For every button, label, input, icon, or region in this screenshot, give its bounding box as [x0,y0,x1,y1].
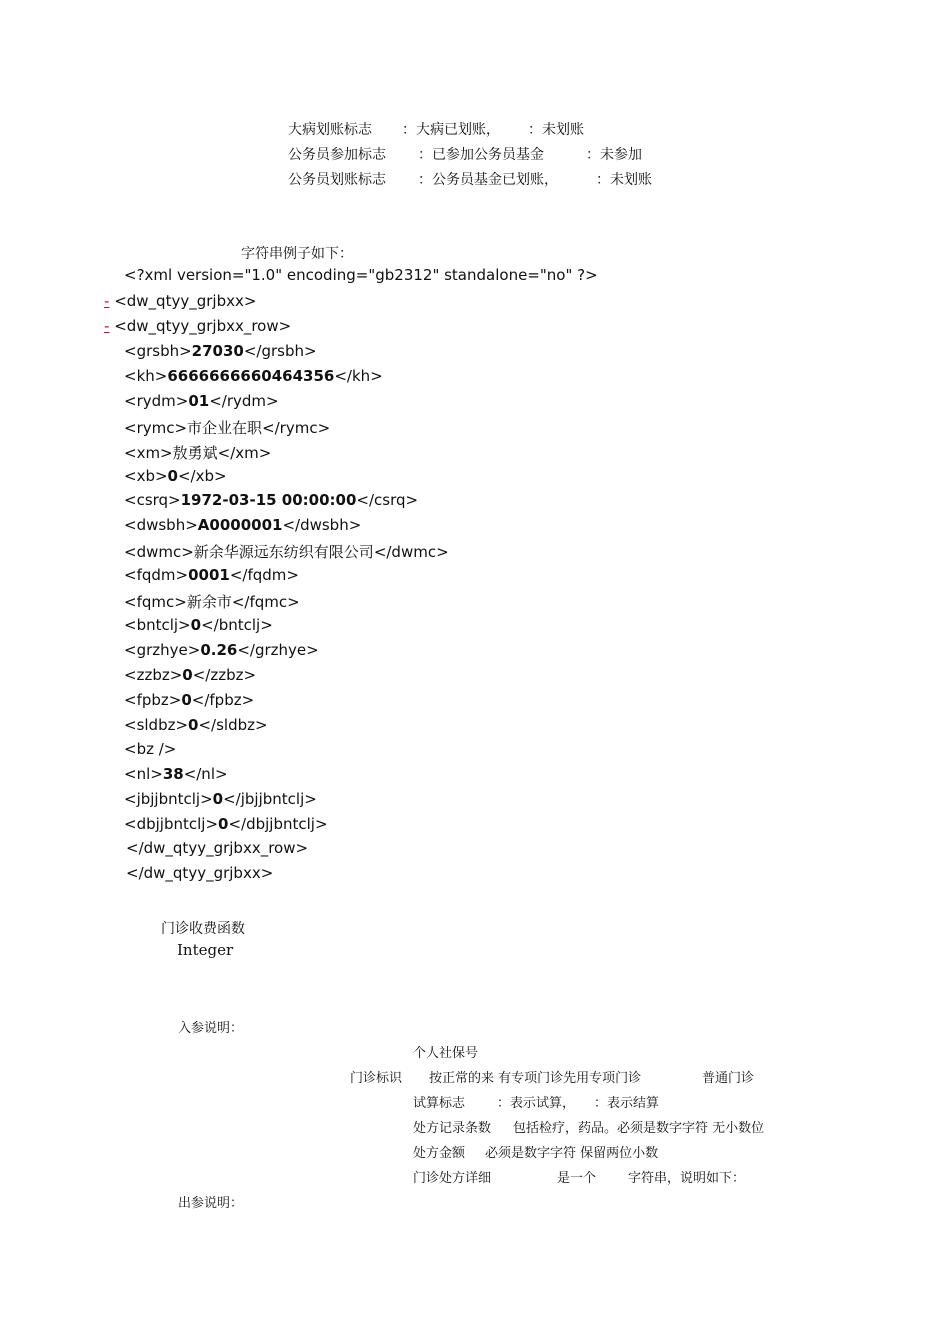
xml-field-line [124,740,176,758]
xml-field-line [124,392,279,410]
xml-field-value: 敖勇斌 [172,443,218,462]
xml-close-tag: </dwsbh> [282,516,362,535]
xml-open-tag: <csrq> [124,491,181,510]
xml-close-tag: </xm> [217,443,272,462]
xml-field-value: 0 [167,466,178,485]
xml-field-line [124,616,273,634]
xml-close-tag: </jbjjbntclj> [223,790,317,809]
xml-field-value: 0 [182,665,193,684]
xml-close-tag: </bntclj> [201,615,273,634]
xml-field-line [124,541,449,562]
xml-field-line [124,641,319,659]
flag-dabing-value: ：大病已划账， [402,122,500,138]
xml-field-line [124,716,268,734]
param-6-desc: 字符串，说明如下： [628,1171,746,1186]
param-3-extra: ：表示结算 [594,1096,660,1111]
xml-row-close: </dw_qtyy_grjbxx_row> [126,839,309,857]
xml-field-value: 1972-03-15 00:00:00 [180,491,357,510]
flag-dabing-name: 大病划账标志 [288,122,372,138]
flag-dabing-value2: ：未划账 [528,122,584,138]
xml-field-value: 新余市 [186,593,232,611]
xml-close-tag: </rydm> [209,391,279,410]
xml-open-tag: <bntclj> [124,615,191,634]
xml-close-tag: </grzhye> [237,640,319,659]
xml-close-tag: </kh> [334,366,383,385]
flag-gwy-join-value2: ：未参加 [586,147,642,163]
param-6-mid: 是一个 [557,1171,597,1186]
xml-open-tag: <bz /> [124,740,177,759]
xml-field-value: 0 [181,690,192,709]
xml-open-tag: <nl> [124,765,163,784]
xml-field-line [124,765,228,783]
xml-row-open: <dw_qtyy_grjbxx_row> [114,317,292,335]
xml-field-value: 27030 [191,342,244,360]
output-heading: 出参说明： [178,1196,244,1211]
xml-close-tag: </rymc> [262,418,331,437]
param-1: 个人社保号 [413,1046,479,1061]
xml-root-close: </dw_qtyy_grjbxx> [126,864,274,882]
xml-open-tag: <fqdm> [124,566,189,585]
xml-open-tag: <grzhye> [124,640,201,659]
param-2-name: 门诊标识 [350,1071,403,1086]
param-4-desc: 包括检疗，药品。必须是数字字符 无小数位 [513,1121,765,1136]
xml-open-tag: <rymc> [124,418,188,437]
xml-field-line [124,491,418,509]
xml-open-tag: <dwsbh> [124,516,198,535]
xml-field-value: 0 [188,715,199,734]
param-2-extra: 普通门诊 [702,1071,755,1086]
xml-field-line [124,591,300,612]
xml-field-line [124,342,317,360]
xml-field-value: 0001 [188,566,230,585]
flag-gwy-join-name: 公务员参加标志 [288,147,386,163]
xml-close-tag: </dbjjbntclj> [228,815,328,834]
xml-field-value: 0.26 [200,640,238,659]
xml-field-value: 6666666660464356 [167,366,335,385]
xml-root-open-line [104,292,256,310]
xml-root-open: <dw_qtyy_grjbxx> [114,292,257,310]
xml-field-value: 市企业在职 [187,418,263,437]
xml-close-tag: </fqmc> [231,593,300,611]
flag-gwy-account-name: 公务员划账标志 [288,172,386,188]
xml-close-tag: </grsbh> [243,342,317,360]
xml-field-line [124,666,256,684]
xml-close-tag: </xb> [177,466,227,485]
xml-field-value: 0 [190,615,202,634]
xml-open-tag: <jbjjbntclj> [124,790,213,809]
xml-field-value: 新余华源远东纺织有限公司 [193,543,374,562]
param-2-desc: 按正常的来 有专项门诊先用专项门诊 [429,1071,642,1086]
xml-open-tag: <rydm> [124,391,189,410]
xml-field-line [124,516,361,534]
xml-field-line [124,691,254,709]
xml-close-tag: </dwmc> [373,543,449,562]
xml-close-tag: </csrq> [356,491,419,510]
xml-open-tag: <xm> [124,443,173,462]
xml-open-tag: <sldbz> [124,715,189,734]
xml-field-value: 38 [162,765,184,784]
param-3-name: 试算标志 [413,1096,466,1111]
xml-open-tag: <fpbz> [124,690,182,709]
xml-open-tag: <fqmc> [124,593,187,611]
xml-open-tag: <dbjjbntclj> [124,815,219,834]
xml-field-line [124,815,328,833]
xml-close-tag: </nl> [183,765,228,784]
param-5-name: 处方金额 [413,1146,466,1161]
collapse-dash[interactable]: - [104,317,110,335]
xml-field-line [124,367,383,385]
xml-field-value: 0 [218,815,229,834]
param-5-desc: 必须是数字字符 保留两位小数 [485,1146,659,1161]
param-3-desc: ：表示试算， [497,1096,576,1111]
xml-field-line [124,566,299,584]
function-title: 门诊收费函数 [161,921,245,937]
xml-field-value: A0000001 [197,516,283,535]
param-4-name: 处方记录条数 [413,1121,492,1136]
xml-open-tag: <grsbh> [124,342,192,360]
xml-open-tag: <dwmc> [124,543,194,562]
xml-close-tag: </sldbz> [198,715,268,734]
xml-open-tag: <zzbz> [124,665,183,684]
example-heading: 字符串例子如下： [241,246,353,262]
xml-field-line [124,417,330,438]
collapse-dash[interactable]: - [104,292,110,310]
xml-close-tag: </fqdm> [229,566,299,585]
xml-field-value: 01 [188,391,210,410]
xml-field-line [124,442,271,463]
xml-field-line [124,467,227,485]
xml-open-tag: <xb> [124,466,168,485]
xml-open-tag: <kh> [124,366,168,385]
xml-row-open-line [104,317,291,335]
return-type: Integer [177,941,234,959]
flag-gwy-account-value: ：公务员基金已划账， [418,172,558,188]
xml-field-line [124,790,317,808]
flag-gwy-join-value: ：已参加公务员基金 [418,147,544,163]
param-6-name: 门诊处方详细 [413,1171,492,1186]
xml-close-tag: </zzbz> [192,665,257,684]
xml-field-value: 0 [212,790,224,809]
xml-close-tag: </fpbz> [191,690,255,709]
input-heading: 入参说明： [178,1021,244,1036]
flag-gwy-account-value2: ：未划账 [596,172,652,188]
xml-declaration: <?xml version="1.0" encoding="gb2312" standalone="no" ?> [124,266,598,284]
